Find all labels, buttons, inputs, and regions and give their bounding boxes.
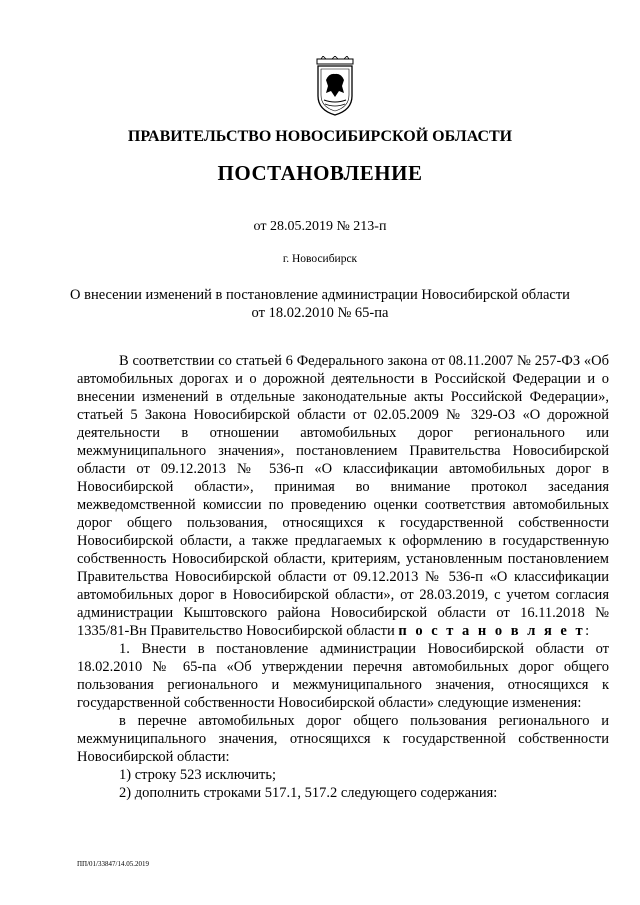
list-intro-paragraph: в перечне автомобильных дорог общего пользования регионального и межмуниципального значения, относящихся к государственной собственности Новосибирской области:	[77, 713, 609, 765]
date-and-number: от 28.05.2019 № 213-п	[253, 219, 387, 234]
preamble-text: В соответствии со статьей 6 Федерального закона от 08.11.2007 № 257-ФЗ «Об автомобильных дорогах и о дорожной деятельности в Российской Федерации и о внесении изменений в отдельные законодательные акты Российской Федерации», статьей 5 Закона Новосибирской области от 02.05.2009 № 329-ОЗ «О дорожной деятельности в отношении автомобильных дорог регионального или межмуниципального значения», постановлением Правительства Новосибирской области от 09.12.2013 № 536-п «О классификации автомобильных дорог в Новосибирской области», принимая во внимание протокол заседания межведомственной комиссии по проведению оценки соответствия автомобильных дорог общего пользования, относящихся к государственной собственности Новосибирской области, а также предлагаемых к оформлению в государственную собственность Новосибирской области, критериям, установленным постановлением Правительства Новосибирской области от 09.12.2013 № 536-п «О классификации автомобильных дорог в Новосибирской области», от 28.03.2019, с учетом согласия администрации Кыштовского района Новосибирской области от 16.11.2018 № 1335/81-Вн Правительство Новосибирской области	[77, 353, 609, 639]
document-body	[77, 352, 609, 802]
document-type-title: ПОСТАНОВЛЕНИЕ	[217, 161, 423, 185]
preamble-colon: :	[585, 623, 590, 639]
city-name: г. Новосибирск	[282, 253, 358, 265]
sub-item-1: 1) строку 523 исключить;	[119, 767, 277, 783]
item-1-paragraph: 1. Внести в постановление администрации Новосибирской области от 18.02.2010 № 65-па «Об утверждении перечня автомобильных дорог общего пользования регионального и межмуниципального значения, относящихся к государственной собственности Новосибирской области» следующие изменения:	[77, 641, 609, 711]
novosibirsk-coat-of-arms-icon	[315, 56, 355, 116]
decree-word: п о с т а н о в л я е т	[398, 623, 586, 639]
document-code: ПП/01/33847/14.05.2019	[77, 860, 149, 868]
subject-line-2: от 18.02.2010 № 65-па	[251, 305, 389, 321]
document-subject	[70, 286, 570, 322]
subject-line-1: О внесении изменений в постановление администрации Новосибирской области	[70, 287, 570, 303]
preamble-paragraph	[77, 352, 609, 640]
sub-item-2: 2) дополнить строками 517.1, 517.2 следующего содержания:	[119, 785, 498, 801]
government-name: ПРАВИТЕЛЬСТВО НОВОСИБИРСКОЙ ОБЛАСТИ	[127, 128, 513, 145]
